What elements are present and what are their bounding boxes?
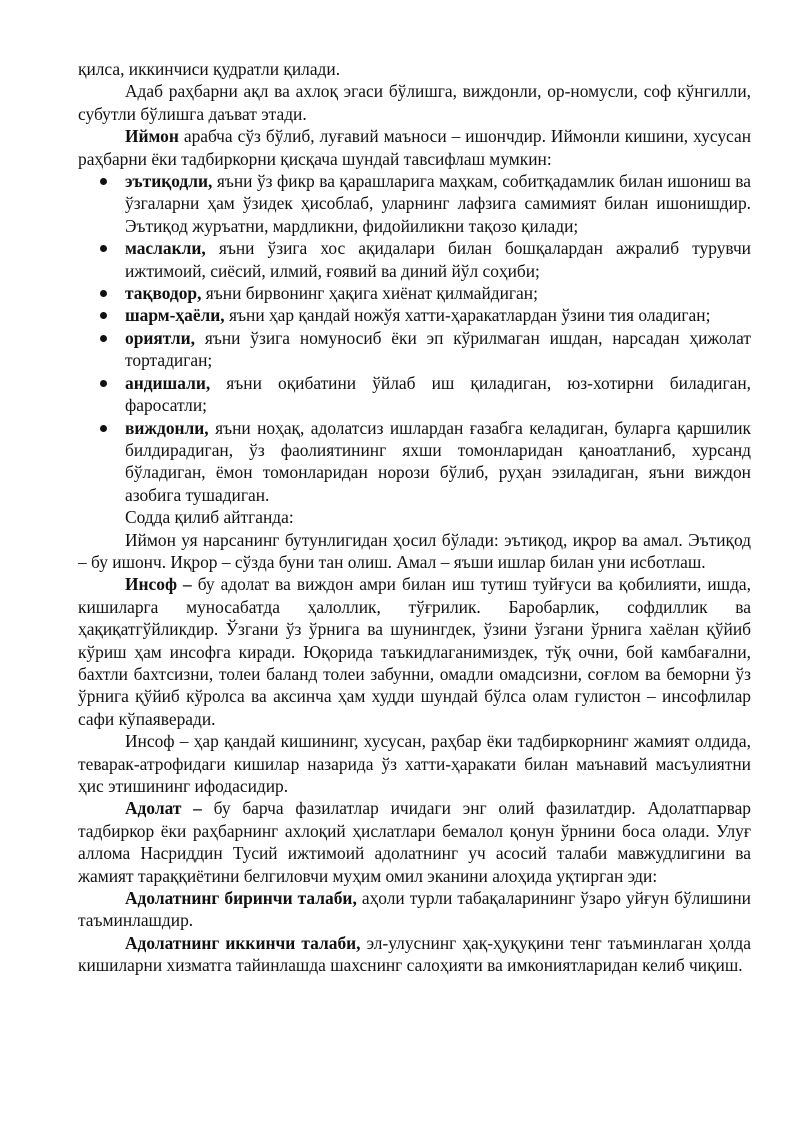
paragraph [78, 58, 751, 80]
list-item-bold: тақводор, [125, 283, 202, 304]
list-item-bold: эътиқодли, [125, 171, 213, 192]
list-item-bold: шарм-ҳаёли, [125, 305, 225, 326]
paragraph-adolat [78, 797, 751, 887]
list-item-text: яъни ҳар қандай ножўя хатти-ҳаракатлардан ўзини тия оладиган; [224, 305, 711, 326]
paragraph-text: қилса, иккинчиси қудратли қилади. [78, 59, 341, 79]
list-item [78, 327, 751, 372]
list-item-bold: маслакли, [125, 238, 206, 259]
bullet-icon [100, 335, 107, 342]
paragraphs-top [78, 58, 751, 170]
paragraph-text: Инсоф – ҳар қандай кишининг, хусусан, раҳбар ёки тадбиркорнинг жамият олдида, теварак-атрофидаги кишилар назарида ўз хатти-ҳаракати билан маънавий масъулиятни ҳис этишининг ифодасидир. [78, 731, 751, 796]
paragraph-bold: Адолат – [125, 798, 202, 819]
paragraph-insof [78, 573, 751, 730]
paragraph-bold: Инсоф – [125, 574, 192, 595]
paragraph-text: бу барча фазилатлар ичидаги энг олий фазилатдир. Адолатпарвар тадбиркор ёки раҳбарнинг ахлоқий ҳислатлари бемалол қонун ўрнини боса олади. Улуғ аллома Насриддин Тусий ижтимоий адолатнинг уч асосий талаби мавжудлигини ва жамият тараққиётини белгиловчи муҳим омил эканини алоҳида уқтирган эди: [78, 798, 751, 886]
document-page [78, 58, 751, 977]
bullet-list [78, 170, 751, 506]
list-item-text: яъни ўзига хос ақидалари билан бошқалардан ажралиб турувчи ижтимоий, сиёсий, илмий, ғоявий ва диний йўл соҳиби; [125, 238, 751, 281]
paragraph-text: Содда қилиб айтганда: [125, 507, 294, 528]
paragraph [78, 730, 751, 797]
list-item-text: яъни ўз фикр ва қарашларига маҳкам, собитқадамлик билан ишониш ва ўзгаларни ҳам ўзидек ҳисоблаб, уларнинг лафзига самимият билан ишонишдир. Эътиқод журъатни, мардликни, фидойиликни тақозо қилади; [125, 171, 751, 236]
list-item-text: яъни ўзига номуносиб ёки эп кўрилмаган ишдан, нарсадан ҳижолат тортадиган; [125, 327, 751, 371]
paragraph-text: Адаб раҳбарни ақл ва ахлоқ эгаси бўлишга, виждонли, ор-номусли, соф кўнгилли, субутли бўлишга даъват этади. [78, 81, 751, 124]
paragraph [78, 529, 751, 574]
list-item-text: яъни бирвонинг ҳақига хиёнат қилмайдиган; [201, 283, 538, 304]
list-item-bold: ориятли, [125, 327, 196, 348]
paragraph-bold: Иймон [125, 126, 179, 147]
list-item-bold: виждонли, [125, 417, 209, 438]
bullet-icon [100, 425, 107, 432]
paragraph-text: эл-улуснинг ҳақ-ҳуқуқини тенг таъминлаган ҳолда кишиларни хизматга тайинлашда шахснинг салоҳияти ва имкониятларидан келиб чиқиш. [78, 932, 751, 976]
bullet-icon [100, 380, 107, 387]
list-item [78, 170, 751, 237]
paragraph [78, 506, 751, 528]
list-item [78, 417, 751, 507]
bullet-icon [100, 178, 107, 185]
bullet-icon [100, 290, 107, 297]
list-item-bold: андишали, [125, 372, 211, 393]
list-item [78, 237, 751, 282]
paragraphs-bottom [78, 506, 751, 977]
paragraph-bold: Адолатнинг иккинчи талаби, [125, 932, 361, 953]
paragraph-first-requirement [78, 887, 751, 932]
paragraph-second-requirement [78, 932, 751, 977]
list-item [78, 372, 751, 417]
list-item-text: яъни оқибатини ўйлаб иш қиладиган, юз-хотирни биладиган, фаросатли; [125, 372, 751, 416]
paragraph-text: Иймон уя нарсанинг бутунлигидан ҳосил бўлади: эътиқод, иқрор ва амал. Эътиқод – бу ишонч. Иқрор – сўзда буни тан олиш. Амал – яъши ишлар билан уни исботлаш. [78, 529, 751, 572]
paragraph-text: бу адолат ва виждон амри билан иш тутиш туйғуси ва қобилияти, ишда, кишиларга муносабатда ҳалоллик, тўғрилик. Баробарлик, софдиллик ва ҳақиқатгўйликдир. Ўзгани ўз ўрнига ва шунингдек, ўзини ўзгани ўрнига хаёлан қўйиб кўриш ҳам инсофга киради. Юқорида таъкидлаганимиздек, тўқ очни, бой камбағални, бахтли бахтсизни, толеи баланд толеи забунни, омадли омадсизни, соғлом ва беморни ўз ўрнига қўйиб кўролса ва аксинча ҳам худди шундай бўлса олам гулистон – инсофлилар сафи кўпаяверади. [78, 574, 751, 729]
list-item [78, 304, 751, 326]
paragraph-iymon [78, 125, 751, 170]
paragraph-text: аҳоли турли табақаларининг ўзаро уйғун бўлишини таъминлашдир. [78, 888, 751, 931]
paragraph-bold: Адолатнинг биринчи талаби, [125, 888, 357, 909]
list-item-text: яъни ноҳақ, адолатсиз ишлардан ғазабга келадиган, буларга қаршилик билдирадиган, ўз фаолиятининг яхши томонларидан қаноатланиб, хурсанд бўладиган, ёмон томонларидан норози бўлиб, руҳан эзиладиган, яъни виждон азобига тушадиган. [125, 417, 751, 505]
paragraph-text: арабча сўз бўлиб, луғавий маъноси – ишончдир. Иймонли кишини, хусусан раҳбарни ёки тадбиркорни қисқача шундай тавсифлаш мумкин: [78, 126, 751, 169]
bullet-icon [100, 245, 107, 252]
paragraph [78, 80, 751, 125]
list-item [78, 282, 751, 304]
bullet-icon [100, 312, 107, 319]
